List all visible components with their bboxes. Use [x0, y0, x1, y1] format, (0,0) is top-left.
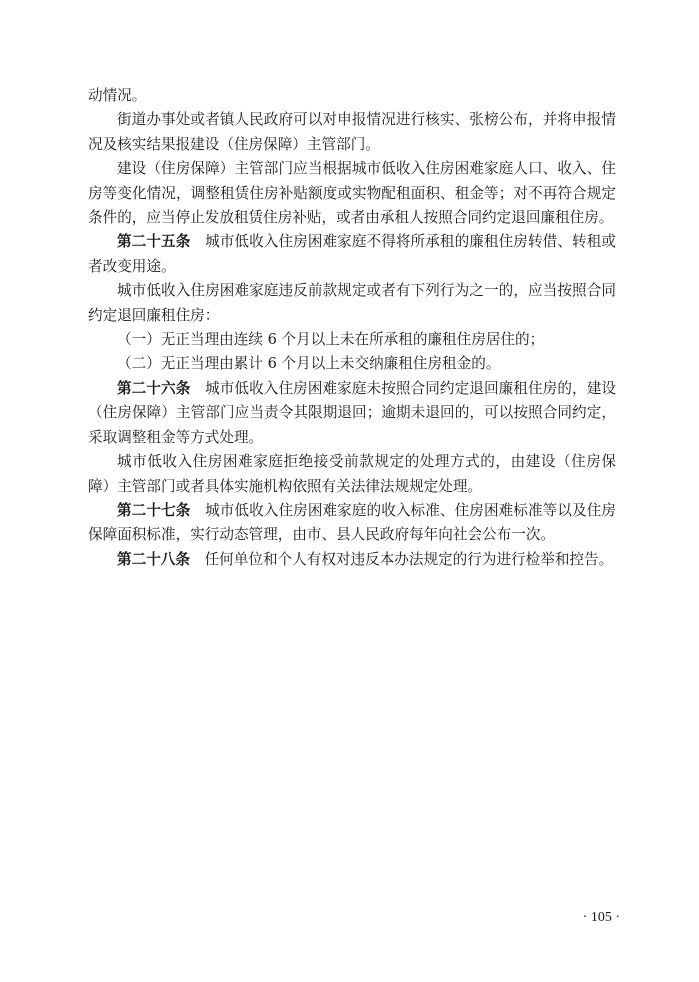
- paragraph: [88, 450, 616, 499]
- paragraph-text: 城市低收入住房困难家庭未按照合同约定退回廉租住房的，建设（住房保障）主管部门应当责令其限期退回；逾期未退回的，可以按照合同约定，采取调整租金等方式处理。: [88, 379, 616, 446]
- article-25: [88, 230, 616, 279]
- article-number: 第二十六条: [117, 379, 191, 397]
- article-number: 第二十七条: [117, 501, 191, 519]
- article-number: 第二十五条: [117, 233, 191, 251]
- list-item: [88, 352, 616, 376]
- paragraph: [88, 108, 616, 157]
- paragraph-text: 任何单位和个人有权对违反本办法规定的行为进行检举和控告。: [189, 550, 614, 568]
- paragraph-text: （一）无正当理由连续 6 个月以上未在所承租的廉租住房居住的；: [117, 331, 545, 349]
- page-body: [88, 84, 616, 572]
- article-26: [88, 377, 616, 450]
- paragraph-text: （二）无正当理由累计 6 个月以上未交纳廉租住房租金的。: [117, 355, 501, 373]
- paragraph-text: 城市低收入住房困难家庭违反前款规定或者有下列行为之一的，应当按照合同约定退回廉租住房：: [88, 282, 616, 324]
- paragraph-text: 城市低收入住房困难家庭拒绝接受前款规定的处理方式的，由建设（住房保障）主管部门或者具体实施机构依照有关法律法规规定处理。: [88, 453, 616, 495]
- article-27: [88, 499, 616, 548]
- paragraph: [88, 84, 616, 108]
- paragraph-text: 建设（住房保障）主管部门应当根据城市低收入住房困难家庭人口、收入、住房等变化情况，调整租赁住房补贴额度或实物配租面积、租金等；对不再符合规定条件的，应当停止发放租赁住房补贴，或者由承租人按照合同约定退回廉租住房。: [88, 160, 616, 227]
- page-number: · 105 ·: [582, 910, 620, 925]
- article-number: 第二十八条: [117, 550, 190, 568]
- paragraph: [88, 279, 616, 328]
- paragraph-text: 街道办事处或者镇人民政府可以对申报情况进行核实、张榜公布，并将申报情况及核实结果报建设（住房保障）主管部门。: [88, 111, 616, 153]
- paragraph-text: 城市低收入住房困难家庭不得将所承租的廉租住房转借、转租或者改变用途。: [88, 233, 616, 275]
- list-item: [88, 328, 616, 352]
- paragraph-text: 动情况。: [88, 87, 147, 104]
- paragraph: [88, 157, 616, 230]
- article-28: [88, 548, 616, 572]
- paragraph-text: 城市低收入住房困难家庭的收入标准、住房困难标准等以及住房保障面积标准，实行动态管理，由市、县人民政府每年向社会公布一次。: [88, 501, 616, 544]
